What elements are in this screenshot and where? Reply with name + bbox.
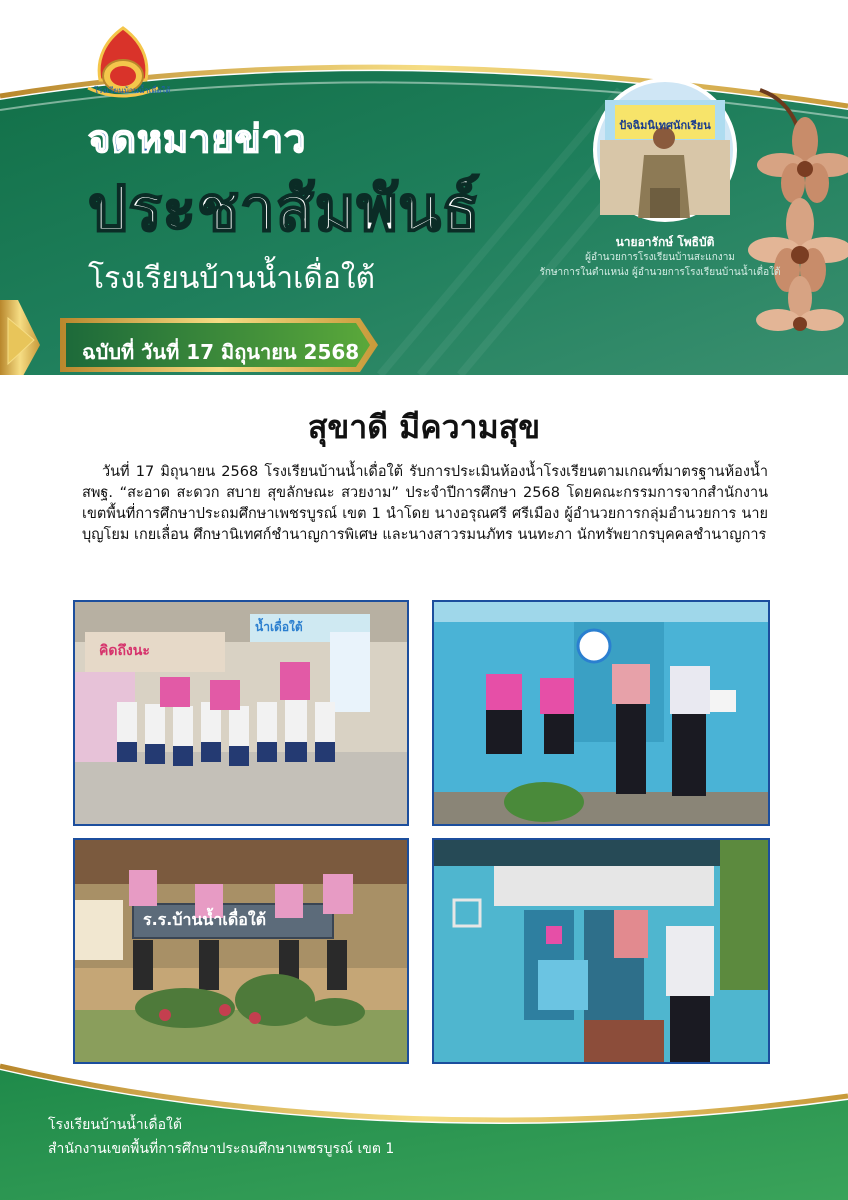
director-position: ผู้อำนวยการโรงเรียนบ้านสะแกงาม — [585, 252, 735, 263]
newsletter-label: จดหมายข่าว — [88, 117, 307, 161]
director-name: นายอารักษ์ โพธิบัติ — [615, 235, 715, 249]
director-acting-position: รักษาการในตำแหน่ง ผู้อำนวยการโรงเรียนบ้านน้ำเดื่อใต้ — [539, 267, 781, 278]
photo-school-sign — [73, 838, 409, 1064]
photo3-school-sign-text: ร.ร.บ้านน้ำเดื่อใต้ — [143, 910, 267, 929]
footer-school-name: โรงเรียนบ้านน้ำเดื่อใต้ — [48, 1117, 182, 1133]
photo1-sign-right: น้ำเดื่อใต้ — [255, 620, 303, 634]
article-headline: สุขาดี มีความสุข — [307, 408, 541, 446]
logo-caption: โรงเรียนบ้านน้ำเดื่อใต้ — [94, 86, 171, 95]
page-title: ประชาสัมพันธ์ — [88, 172, 481, 245]
portrait-banner-text: ปัจฉิมนิเทศนักเรียน — [619, 119, 711, 132]
photo1-sign-left: คิดถึงนะ — [99, 643, 150, 659]
photo-committee-restroom — [432, 600, 770, 826]
article-body: วันที่ 17 มิถุนายน 2568 โรงเรียนบ้านน้ำเดื่อใต้ รับการประเมินห้องน้ำโรงเรียนตามเกณฑ์มาตรฐานห้องน้ำ สพฐ. “สะอาด สะดวก สบาย สุขลักษณะ สวยงาม” ประจำปีการศึกษา 2568 โดยคณะกรรมการจากสำนักงานเขตพื้นที่การศึกษาประถมศึกษาเพชรบูรณ์ เขต 1 นำโดย นางอรุณศรี ศรีเมือง ผู้อำนวยการกลุ่มอำนวยการ นายบุญโยม เกยเลื่อน ศึกษานิเทศก์ชำนาญการพิเศษ และนางสาวรมนภัทร นนทะภา นักทรัพยากรบุคคลชำนาญการ — [82, 464, 768, 543]
photo-students-group — [73, 600, 409, 826]
school-name: โรงเรียนบ้านน้ำเดื่อใต้ — [88, 261, 375, 296]
issue-date: ฉบับที่ วันที่ 17 มิถุนายน 2568 — [82, 340, 360, 364]
footer-office-name: สำนักงานเขตพื้นที่การศึกษาประถมศึกษาเพชรบูรณ์ เขต 1 — [48, 1141, 395, 1157]
header-banner — [0, 0, 848, 375]
photo-restroom-interior — [432, 838, 770, 1064]
